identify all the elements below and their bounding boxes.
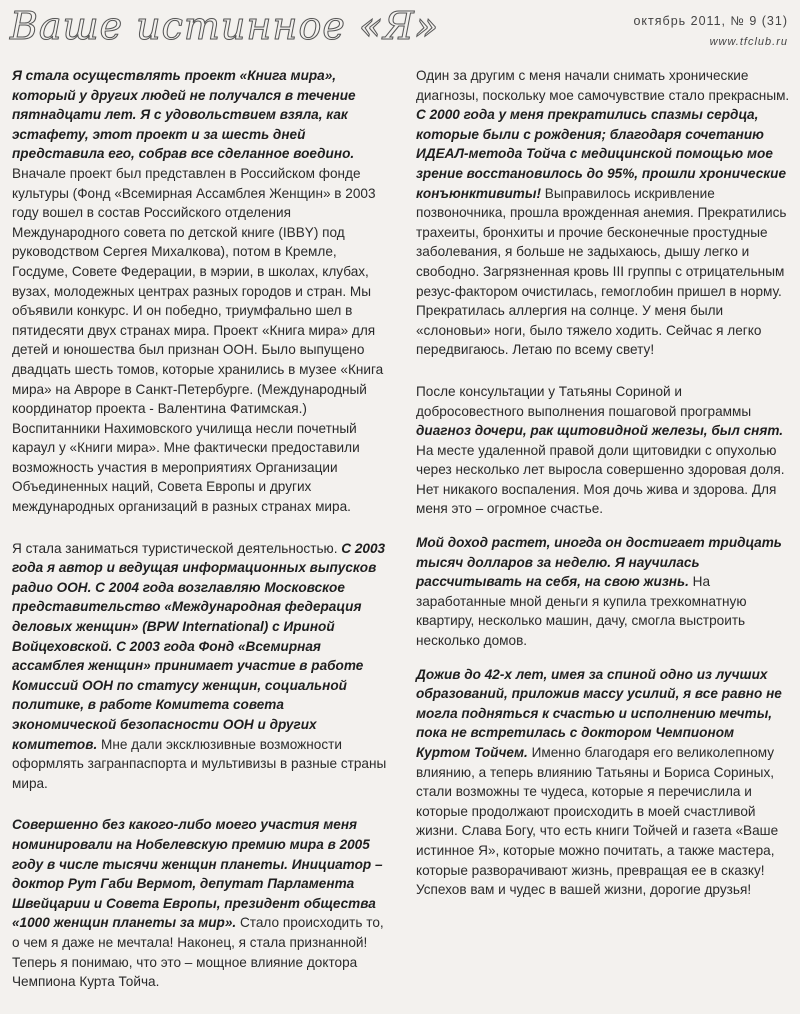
paragraph-lead-bold: Я стала осуществлять проект «Книга мира», который у других людей не получался в течение пятнадцати лет. Я с удовольствием взяла, как эстафету, этот проект и за шесть дней представила его, собрав все сделанное воедино. [12, 68, 356, 162]
paragraph-body: На месте удаленной правой доли щитовидки с опухолью через несколько лет выросла совершенно здоровая доля. Нет никакого воспаления. Моя дочь жива и здорова. Для меня это – огромное счастье. [416, 442, 785, 517]
paragraph-lead-bold: Мой доход растет, иногда он достигает тридцать тысяч долларов за неделю. Я научилась рассчитывать на себя, на свою жизнь. [416, 535, 782, 590]
paragraph-body: На заработанные мной деньги я купила трехкомнатную квартиру, несколько машин, дачу, смогла выстроить несколько домов. [416, 574, 747, 649]
paragraph-income [416, 533, 792, 651]
publication-logo: Ваше истинное «Я» [10, 4, 440, 48]
paragraph-lead-bold: Дожив до 42-х лет, имея за спиной одно из лучших образований, приложив массу усилий, я все равно не могла подняться к счастью и исполнению мечты, пока не встретилась с доктором Чемпионом Куртом Тойчем. [416, 666, 782, 760]
paragraph-body: Именно благодаря его великолепному влиянию, а теперь влиянию Татьяны и Бориса Сориных, стали возможны те чудеса, которые я перечислила и которые продолжают происходить в моей счастливой жизни. Слава Богу, что есть книги Тойчей и газета «Ваше истинное Я», которые можно почитать, а также мастера, которые разворачивают жизнь, превращая ее в сказку! Успехов вам и чудес в вашей жизни, дорогие друзья! [416, 745, 779, 898]
paragraph-body: Вначале проект был представлен в Российском фонде культуры (Фонд «Всемирная Ассамблея Женщин» в 2003 году вошел в состав Российского отделения Международного совета по детской книге (IBBY) под руководством Сергея Михалкова), потом в Кремле, Госдуме, Совете Федерации, в мэрии, в школах, клубах, вузах, молодежных центрах разных городов и стран. Мы объявили конкурс. И он победно, триумфально шел в пятидесяти двух странах мира. Проект «Книга мира» для детей и юношества был признан ООН. Было выпущено двадцать шесть томов, которые хранились в музее «Книга мира» на Авроре в Санкт-Петербурге. (Международный координатор проекта - Валентина Фатимская.) Воспитанники Нахимовского училища несли почетный караул у «Книги мира». Мне фактически предоставили возможность участия в мероприятиях Организации Объединенных наций, Совета Европы и других международных организаций в разных странах мира. [12, 165, 384, 515]
paragraph-body: Один за другим с меня начали снимать хронические диагнозы, поскольку мое самочувствие стало прекрасным. [416, 68, 790, 103]
paragraph-emphasis: С 2000 года у меня прекратились спазмы сердца, которые были с рождения; благодаря сочетанию ИДЕАЛ-метода Тойча с медицинской помощью мое зрение восстановилось до 95%, прошли хронические конъюнктивиты! [416, 107, 787, 201]
paragraph-body: После консультации у Татьяны Сориной и добросовестного выполнения пошаговой программы [416, 383, 752, 419]
paragraph-body: Я стала заниматься туристической деятельностью. [12, 540, 342, 556]
paragraph-emphasis: С 2003 года я автор и ведущая информационных выпусков радио ООН. С 2004 года возглавляю Московское представительство «Международная федерация деловых женщин» (BPW International) с Ириной Войцеховской. С 2003 года Фонд «Всемирная ассамблея женщин» принимает участие в работе Комиссий ООН по статусу женщин, социальной политике, в работе Комитета совета экономической безопасности ООН и других комитетов. [12, 540, 386, 752]
paragraph-book-of-world [12, 66, 388, 517]
paragraph-tourism [12, 539, 388, 794]
paragraph-health [416, 66, 792, 360]
paragraph-body: Стало происходить то, о чем я даже не мечтала! Наконец, я стала признанной! Теперь я понимаю, что это – мощное влияние доктора Чемпиона Курта Тойча. [12, 915, 384, 990]
page-header [0, 0, 800, 60]
paragraph-nobel [12, 815, 388, 991]
paragraph-conclusion [416, 665, 792, 900]
issue-date: октябрь 2011, № 9 (31) [633, 14, 788, 28]
paragraph-lead-bold: Совершенно без какого-либо моего участия меня номинировали на Нобелевскую премию мира в 2005 году в числе тысячи женщин планеты. Инициатор – доктор Рут Габи Вермот, депутат Парламента Швейцарии и Совета Европы, президент общества «1000 женщин планеты за мир». [12, 817, 383, 931]
paragraph-daughter [416, 382, 792, 519]
paragraph-emphasis: диагноз дочери, рак щитовидной железы, был снят. [416, 423, 784, 439]
article-column-left [12, 66, 388, 1014]
website-link[interactable]: www.tfclub.ru [709, 36, 788, 48]
article-column-right [416, 66, 792, 922]
paragraph-body: Выправилось искривление позвоночника, прошла врожденная анемия. Прекратились трахеиты, бронхиты и прочие бесконечные простудные заболевания, я больше не задыхаюсь, дышу легко и свободно. Загрязненная кровь III группы с отрицательным резус-фактором очистилась, гемоглобин пришел в норму. Прекратилась аллергия на солнце. У меня были «слоновьи» ноги, было тяжело ходить. Сейчас я легко передвигаюсь. Летаю по всему свету! [416, 185, 787, 358]
paragraph-body: Мне дали эксклюзивные возможности оформлять загранпаспорта и мультивизы в разные страны мира. [12, 736, 387, 791]
